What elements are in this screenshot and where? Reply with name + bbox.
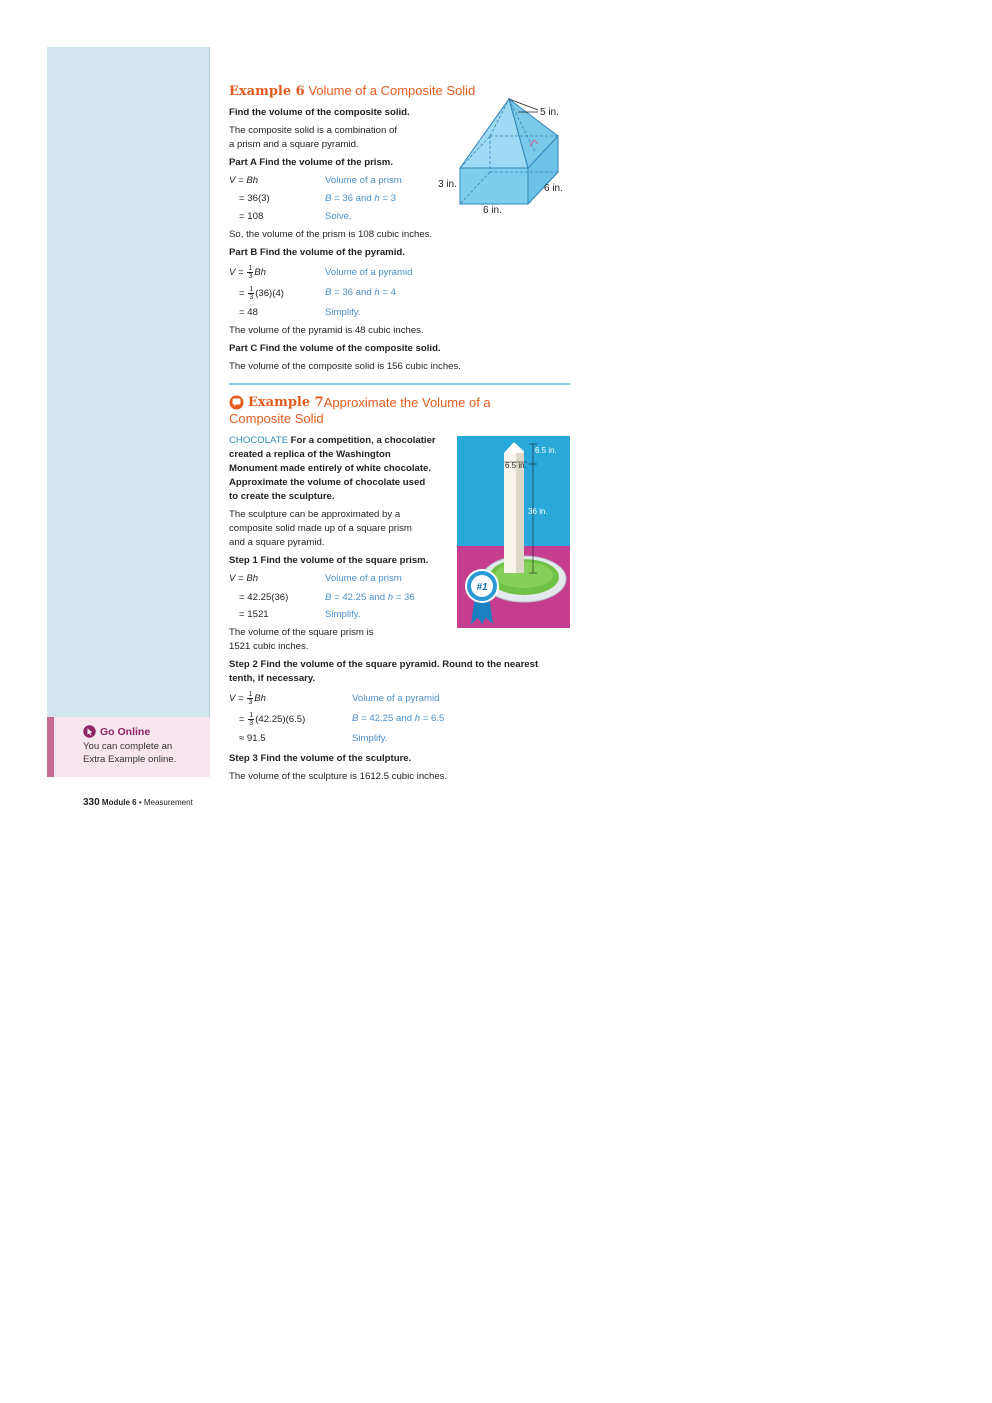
example-7-problem-2: created a replica of the Washington <box>229 449 391 460</box>
go-online-label: Go Online <box>100 725 151 738</box>
topic-label: Measurement <box>143 798 193 807</box>
example-7-title-2: Composite Solid <box>229 411 324 426</box>
step-2-line-1: = $\frac{1}{3}$ (42.25)(6.5) <box>239 712 306 727</box>
page-footer <box>83 797 193 808</box>
section-divider <box>229 383 570 385</box>
part-b-note-2: Simplify. <box>325 307 361 318</box>
example-7-intro-1: The sculpture can be approximated by a <box>229 509 401 520</box>
part-a-heading: Part A Find the volume of the prism. <box>229 157 393 168</box>
ribbon-label: #1 <box>476 582 488 593</box>
example-6-prompt: Find the volume of the composite solid. <box>229 107 410 118</box>
step-1-heading: Step 1 Find the volume of the square prism. <box>229 555 429 566</box>
composite-solid-figure <box>430 94 570 219</box>
example-7-title-1: Approximate the Volume of a <box>323 395 491 410</box>
dim-label-bottom: 6 in. <box>483 205 502 216</box>
go-online-line-2: Extra Example online. <box>83 754 177 765</box>
photo-label-prism-height: 36 in. <box>528 507 548 516</box>
step-2-line-2: ≈ 91.5 <box>239 733 266 744</box>
example-7-intro-3: and a square pyramid. <box>229 537 325 548</box>
example-6-intro-1: The composite solid is a combination of <box>229 125 397 136</box>
topic-tag: CHOCOLATE <box>229 435 288 446</box>
photo-label-width: 6.5 in. <box>505 461 527 470</box>
step-1-line-1: = 42.25(36) <box>239 592 289 603</box>
dim-label-left: 3 in. <box>438 179 457 190</box>
step-2-heading-2: tenth, if necessary. <box>229 673 316 684</box>
part-c-heading: Part C Find the volume of the composite solid. <box>229 343 441 354</box>
part-a-conclusion: So, the volume of the prism is 108 cubic inches. <box>229 229 433 240</box>
example-7-problem-4: Approximate the volume of chocolate used <box>229 477 426 488</box>
step-2-note-1: B = 42.25 and h = 6.5 <box>352 713 445 724</box>
example-6-title: Volume of a Composite Solid <box>304 83 476 98</box>
go-online-title[interactable] <box>83 725 150 738</box>
part-b-formula: V = $\frac{1}{3}$ Bh <box>229 265 266 280</box>
example-7-number: Example 7 <box>248 395 324 410</box>
part-a-note-0: Volume of a prism <box>325 175 402 186</box>
example-6-number: Example 6 <box>229 84 305 99</box>
module-label: Module 6 <box>101 798 137 807</box>
example-7-problem-1: CHOCOLATE For a competition, a chocolatier <box>229 435 436 446</box>
photo-label-pyramid-height: 6.5 in. <box>535 446 557 455</box>
step-1-note-0: Volume of a prism <box>325 573 402 584</box>
talk-about-it-icon <box>229 395 244 410</box>
step-2-note-2: Simplify. <box>352 733 388 744</box>
go-online-box[interactable] <box>47 717 210 777</box>
part-a-formula: V = Bh <box>229 175 259 186</box>
part-b-note-0: Volume of a pyramid <box>325 267 413 278</box>
example-7-problem-5: to create the sculpture. <box>229 491 335 502</box>
part-b-note-1: B = 36 and h = 4 <box>325 287 396 298</box>
footer-separator: • <box>136 798 144 807</box>
margin-sidebar <box>47 47 210 777</box>
step-2-note-0: Volume of a pyramid <box>352 693 440 704</box>
part-c-conclusion: The volume of the composite solid is 156 cubic inches. <box>229 361 461 372</box>
part-b-line-1: = $\frac{1}{3}$ (36)(4) <box>239 286 284 301</box>
cursor-icon <box>83 725 96 738</box>
part-b-heading: Part B Find the volume of the pyramid. <box>229 247 405 258</box>
step-3-heading: Step 3 Find the volume of the sculpture. <box>229 753 412 764</box>
part-a-note-2: Solve. <box>325 211 352 222</box>
example-6-intro-2: a prism and a square pyramid. <box>229 139 359 150</box>
step-2-heading-1: Step 2 Find the volume of the square pyramid. Round to the nearest <box>229 659 539 670</box>
step-1-note-2: Simplify. <box>325 609 361 620</box>
page-number: 330 <box>83 797 100 808</box>
example-7-problem-3: Monument made entirely of white chocolate. <box>229 463 432 474</box>
step-1-note-1: B = 42.25 and h = 36 <box>325 592 415 603</box>
chocolate-monument-illustration <box>457 436 570 628</box>
step-1-conclusion-1: The volume of the square prism is <box>229 627 374 638</box>
example-7-intro-2: composite solid made up of a square prism <box>229 523 412 534</box>
dim-label-right: 6 in. <box>544 183 563 194</box>
example-7-heading <box>229 395 491 410</box>
step-1-conclusion-2: 1521 cubic inches. <box>229 641 309 652</box>
step-1-line-2: = 1521 <box>239 609 269 620</box>
part-b-line-2: = 48 <box>239 307 258 318</box>
step-1-formula: V = Bh <box>229 573 259 584</box>
part-a-line-1: = 36(3) <box>239 193 270 204</box>
part-a-line-2: = 108 <box>239 211 264 222</box>
go-online-line-1: You can complete an <box>83 741 173 752</box>
part-a-note-1: B = 36 and h = 3 <box>325 193 396 204</box>
part-b-conclusion: The volume of the pyramid is 48 cubic inches. <box>229 325 424 336</box>
step-2-formula: V = $\frac{1}{3}$ Bh <box>229 691 266 706</box>
dim-label-top: 5 in. <box>540 107 559 118</box>
step-3-conclusion: The volume of the sculpture is 1612.5 cubic inches. <box>229 771 448 782</box>
